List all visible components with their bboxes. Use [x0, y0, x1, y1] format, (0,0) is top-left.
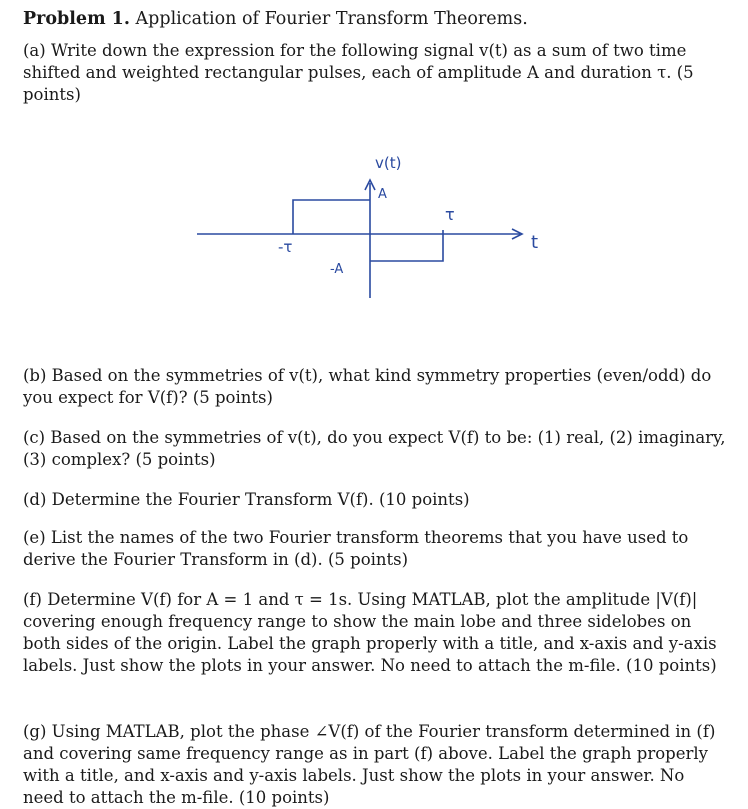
part-f: (f) Determine V(f) for A = 1 and τ = 1s. Using MATLAB, plot the amplitude |V(f)| covering enough frequency range to show the main lobe and three sidelobes on both sides of the origin. Label the graph properly with a title, and x-axis and y-axis labels. Just show the plots in your answer. No need to attach the m-file. (10 points) [23, 589, 717, 675]
part-a: (a) Write down the expression for the following signal v(t) as a sum of two time shifted and weighted rectangular pulses, each of amplitude A and duration τ. (5 points) [23, 41, 694, 104]
part-d: (d) Determine the Fourier Transform V(f). (10 points) [23, 489, 470, 509]
problem-page [23, 8, 723, 106]
part-b: (b) Based on the symmetries of v(t), what kind symmetry properties (even/odd) do you expect for V(f)? (5 points) [23, 365, 712, 407]
problem-heading: Application of Fourier Transform Theorems. [135, 9, 528, 29]
problem-title [23, 8, 723, 30]
neg-amp-label: -A [330, 262, 344, 277]
pos-tau-label: τ [445, 205, 455, 224]
part-c: (c) Based on the symmetries of v(t), do you expect V(f) to be: (1) real, (2) imaginary, (3) complex? (5 points) [23, 427, 726, 469]
y-axis-label: v(t) [375, 154, 402, 172]
pos-amp-label: A [378, 187, 387, 202]
part-e: (e) List the names of the two Fourier transform theorems that you have used to derive the Fourier Transform in (d). (5 points) [23, 527, 689, 569]
positive-pulse [293, 200, 370, 234]
neg-tau-label: -τ [278, 238, 293, 256]
signal-figure [175, 148, 595, 303]
part-g: (g) Using MATLAB, plot the phase ∠V(f) of the Fourier transform determined in (f) and covering same frequency range as in part (f) above. Label the graph properly with a title, and x-axis and y-axis labels. Just show the plots in your answer. No need to attach the m-file. (10 points) [23, 721, 716, 807]
problem-number: Problem 1. [23, 9, 130, 29]
x-axis-label: t [531, 232, 539, 253]
